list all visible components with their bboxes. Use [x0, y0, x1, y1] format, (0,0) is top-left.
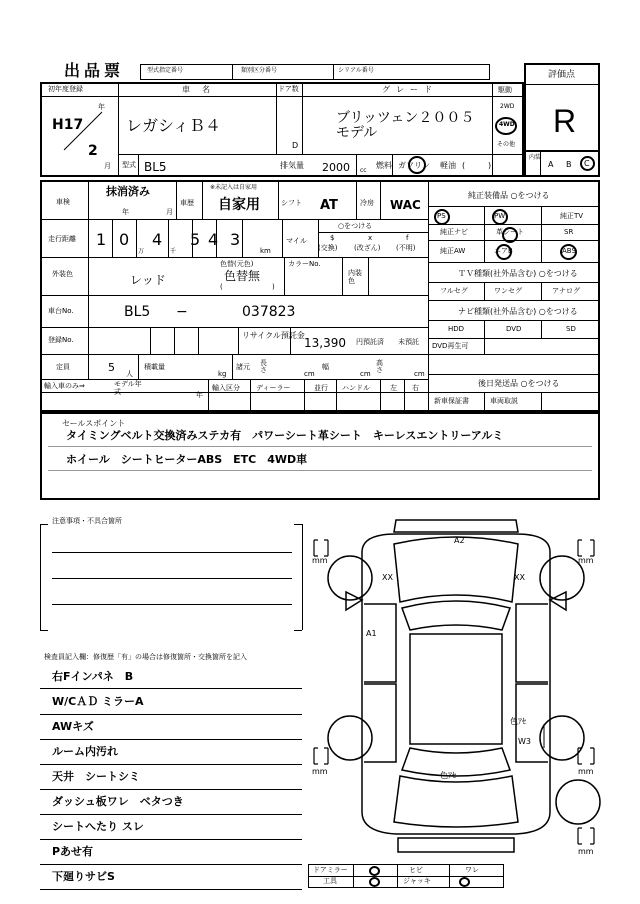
serial-cell [333, 64, 490, 80]
mileage-km: km [260, 247, 271, 255]
damage-rear-right: 色ｱｾ [510, 717, 526, 726]
after-warranty: 新車保証書 [434, 397, 469, 405]
interior-a: A [548, 160, 554, 169]
note-item: 右Fインパネ B [52, 670, 134, 683]
selling-points-line1: タイミングベルト交換済みステカ有 パワーシート革シート キーレスエントリーアルミ [66, 429, 504, 442]
note-item: ルーム内汚れ [52, 745, 118, 758]
note-item: W/CＡＤ ミラーA [52, 695, 144, 708]
equipment-title: 純正装備品 ○をつける [468, 191, 550, 200]
form-no-cell [140, 64, 233, 80]
equip-aw: 純正AW [440, 247, 466, 255]
model-year-label: モデル年式 [114, 380, 142, 396]
import-dealer: ディーラー [256, 384, 291, 392]
exchange-sym: $ [330, 234, 335, 242]
selling-points-box [40, 412, 600, 500]
damage-a1: A1 [366, 629, 377, 638]
interior-color-label: 内装色 [348, 269, 362, 285]
equipment-panel [428, 182, 598, 410]
history-label: 車歴 [180, 199, 194, 207]
vehicle-detail-section [40, 180, 600, 412]
unknown-sym: f [406, 234, 409, 242]
length-cm: cm [304, 370, 315, 378]
navi-sd: SD [566, 325, 576, 333]
mileage-label: 走行距離 [48, 235, 76, 243]
paren-close: ) [488, 161, 492, 170]
damage-a2: A2 [454, 536, 465, 545]
interior-c: C [584, 159, 590, 168]
handle-left: 左 [390, 384, 397, 392]
vehicle-basic-section [40, 82, 524, 177]
model-label: 型式 [122, 161, 136, 169]
ac-value: WAC [390, 198, 421, 212]
car-damage-diagram [306, 512, 606, 872]
mileage-digit-4: 5 [190, 230, 201, 249]
load-label: 積載量 [144, 363, 165, 371]
shift-value: AT [320, 198, 338, 213]
grade-line2: モデル [336, 125, 378, 141]
mileage-man: 万 [138, 248, 145, 255]
height-label: 高さ [376, 359, 383, 374]
first-reg-era: H17 [52, 117, 84, 133]
recycle-value: 13,390 [304, 336, 346, 350]
color-change-label: 色替(元色) [220, 260, 254, 268]
month-unit: 月 [104, 162, 111, 170]
legend-hibi: ヒビ [409, 866, 423, 874]
tv-analog: アナログ [552, 287, 580, 295]
navi-hdd: HDD [448, 325, 465, 333]
tamper-sym: x [368, 234, 373, 242]
color-change-value: 色替無 [224, 269, 261, 283]
displacement-value: 2000 [322, 161, 350, 174]
mm-label-front-left: mm [312, 556, 328, 565]
tamper-label: (改ざん) [354, 244, 381, 252]
fuel-light: 軽油 [440, 161, 456, 170]
mm-label-spare: mm [578, 847, 594, 856]
tv-oneseg: ワンセグ [494, 287, 522, 295]
equip-leather: 革シート [496, 228, 524, 236]
rating-label: 評価点 [548, 70, 576, 80]
drive-other: その他 [497, 141, 516, 148]
note-item: シートへたり スレ [52, 820, 144, 833]
drive-2wd: 2WD [500, 103, 515, 110]
chassis-dash: − [176, 304, 188, 320]
color-paren-close: ) [272, 283, 275, 291]
damage-xx-left: XX [382, 573, 393, 582]
mm-label-front-right: mm [578, 556, 594, 565]
chassis-number: 037823 [242, 304, 296, 320]
reg-no-label: 登録No. [48, 336, 74, 344]
form-no-label: 型式指定番号 [147, 67, 184, 74]
class-no-label: 類別区分番号 [241, 67, 278, 74]
handle-right: 右 [412, 384, 419, 392]
car-name-label: 車名 [182, 85, 222, 94]
inspection-label: 車検 [56, 198, 70, 206]
paren-open: ( [462, 161, 466, 170]
equip-navi: 純正ナビ [440, 228, 468, 236]
recycle-unit: 円預託済 [356, 338, 384, 346]
load-unit: kg [218, 370, 227, 378]
color-value: レッド [130, 273, 166, 287]
handle-label: ハンドル [342, 384, 370, 392]
displacement-unit: cc [360, 167, 367, 174]
note-item: Pあせ有 [52, 845, 94, 858]
class-no-cell [232, 64, 334, 80]
equip-ps: PS [437, 212, 446, 220]
fuel-value: ガソリン [398, 161, 430, 170]
legend-ware: ワレ [465, 866, 479, 874]
grade-line1: ブリッツェン２００５ [336, 110, 475, 126]
accessory-legend [308, 864, 504, 888]
chassis-label: 車台No. [48, 307, 74, 315]
selling-points-line2: ホイール シートヒーターABS ETC 4WD車 [66, 453, 308, 466]
serial-label: シリアル番号 [338, 67, 374, 74]
tv-title: ＴＶ種類(社外品含む) ○をつける [458, 269, 578, 278]
shift-label: シフト [281, 199, 302, 207]
import-label: 輸入車のみ⇒ [44, 382, 85, 390]
year-unit: 年 [98, 103, 105, 111]
first-reg-month: 2 [88, 143, 98, 159]
color-no-label: カラーNo. [288, 260, 321, 268]
selling-points-label: セールスポイント [62, 419, 126, 428]
model-year-unit: 年 [196, 391, 203, 399]
aftermarket-title: 後日発送品 ○をつける [478, 379, 560, 388]
width-label: 幅 [322, 363, 329, 371]
mileage-digit-1: 1 [96, 230, 107, 249]
mm-label-rear-left: mm [312, 767, 328, 776]
equip-pw: PW [494, 212, 506, 220]
legend-door-mirror: ドアミラー [313, 866, 348, 874]
displacement-label: 排気量 [280, 161, 304, 170]
note-item: ダッシュ板ワレ ベタつき [52, 795, 184, 808]
damage-trunk: 色ｱｾ [440, 771, 456, 780]
height-cm: cm [414, 370, 425, 378]
inspection-value: 抹消済み [106, 185, 150, 198]
rating-value: R [553, 103, 577, 139]
damage-xx-right: XX [514, 573, 525, 582]
date-slash [62, 110, 106, 152]
mileage-sen: 千 [170, 248, 177, 255]
recycle-unpaid: 未預託 [398, 338, 419, 346]
drive-label: 駆動 [498, 86, 512, 94]
navi-title: ナビ種類(社外品含む) ○をつける [458, 307, 578, 316]
fuel-label: 燃料 [376, 161, 392, 170]
import-type-label: 輸入区分 [212, 384, 240, 392]
inspection-year-unit: 年 [122, 208, 129, 216]
color-paren-open: ( [220, 283, 223, 291]
mile-label: マイル [286, 237, 307, 245]
chassis-prefix: BL5 [124, 304, 151, 320]
notes-label: 注意事項・不具合箇所 [52, 517, 122, 525]
doors-value: D [292, 141, 299, 150]
damage-w3: W3 [518, 737, 531, 746]
mileage-digit-6: 3 [230, 230, 241, 249]
note-item: 下廻りサビS [52, 870, 115, 883]
equip-airbag: エアB [494, 247, 513, 255]
after-manual: 車両取説 [490, 397, 518, 405]
car-name-value: レガシィＢ４ [126, 116, 222, 135]
mileage-digit-5: 4 [208, 230, 219, 249]
equip-sr: SR [564, 228, 574, 236]
capacity-label: 定員 [56, 363, 70, 371]
mm-label-rear-right: mm [578, 767, 594, 776]
legend-tools: 工具 [323, 877, 337, 885]
recycle-label: リサイクル預託金 [242, 331, 305, 340]
ac-label: 冷房 [360, 199, 374, 207]
dvd-label: DVD再生可 [432, 342, 469, 350]
legend-jack: ジャッキ [403, 877, 431, 885]
interior-grade-box [524, 150, 600, 177]
note-item: AWキズ [52, 720, 94, 733]
dims-label: 諸元 [236, 363, 250, 371]
color-label: 外装色 [52, 270, 73, 278]
width-cm: cm [360, 370, 371, 378]
length-label: 長さ [260, 359, 267, 374]
unknown-label: (不明) [396, 244, 416, 252]
interior-label: 内装 [529, 154, 542, 161]
tv-fullseg: フルセグ [440, 287, 468, 295]
capacity-unit: 人 [126, 370, 133, 378]
grade-label: グレード [382, 85, 438, 94]
mileage-digit-3: 4 [152, 230, 163, 249]
model-value: BL5 [144, 160, 167, 174]
navi-dvd: DVD [506, 325, 522, 333]
history-value: 自家用 [218, 197, 260, 213]
mileage-digit-2: 0 [119, 230, 130, 249]
inspector-label: 検査員記入欄：修復歴「有」の場合は修復箇所・交換箇所を記入 [44, 653, 247, 661]
import-parallel: 並行 [314, 384, 328, 392]
first-reg-label: 初年度登録 [48, 85, 83, 93]
doors-label: ドア数 [278, 85, 299, 93]
note-item: 天井 シートシミ [52, 770, 140, 783]
inspection-month-unit: 月 [166, 208, 173, 216]
circle-note: ○をつける [338, 222, 373, 230]
capacity-value: 5 [108, 361, 115, 374]
equip-tv: 純正TV [560, 212, 584, 220]
equip-abs: ABS [562, 247, 576, 255]
interior-b: B [566, 160, 572, 169]
drive-4wd: 4WD [499, 121, 515, 128]
history-note: ※未記入は自家用 [210, 184, 258, 191]
exchange-label: (交換) [318, 244, 338, 252]
page-title: 出品票 [64, 61, 125, 80]
